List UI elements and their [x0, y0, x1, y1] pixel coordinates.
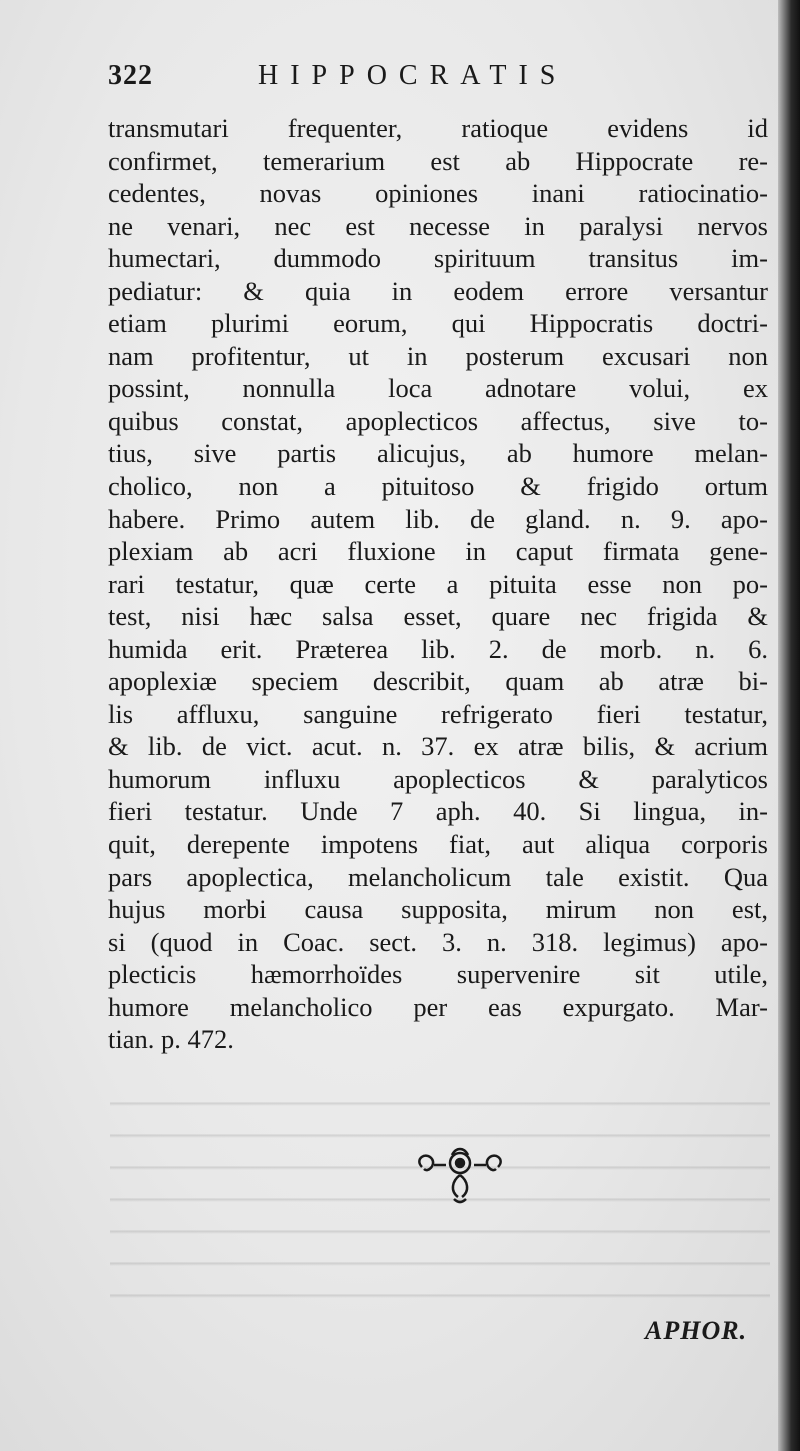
text-line: humida erit. Præterea lib. 2. de morb. n. 6. — [108, 633, 768, 664]
text-line: rari testatur, quæ certe a pituita esse non po- — [108, 568, 768, 599]
page-gutter-shadow — [778, 0, 800, 1451]
catchword: APHOR. — [645, 1316, 748, 1345]
text-line: cedentes, novas opiniones inani ratiocinatio- — [108, 178, 768, 209]
text-line: plexiam ab acri fluxione in caput firmata gene- — [108, 536, 768, 567]
text-line: apoplexiæ speciem describit, quam ab atræ bi- — [108, 666, 768, 697]
text-line: pars apoplectica, melancholicum tale existit. Qua — [108, 861, 768, 892]
running-head: HIPPOCRATIS — [258, 60, 568, 91]
text-line: lis affluxu, sanguine refrigerato fieri testatur, — [108, 698, 768, 729]
text-line: possint, nonnulla loca adnotare volui, ex — [108, 373, 768, 404]
page-header — [108, 60, 668, 100]
text-line: fieri testatur. Unde 7 aph. 40. Si lingua, in- — [108, 796, 768, 827]
text-line: humectari, dummodo spirituum transitus im- — [108, 243, 768, 274]
page-number: 322 — [108, 60, 153, 91]
text-line: & lib. de vict. acut. n. 37. ex atræ bilis, & acrium — [108, 731, 768, 762]
text-line: habere. Primo autem lib. de gland. n. 9. apo- — [108, 503, 768, 534]
text-line: nam profitentur, ut in posterum excusari non — [108, 340, 768, 371]
text-line: plecticis hæmorrhoïdes supervenire sit utile, — [108, 959, 768, 990]
text-line: cholico, non a pituitoso & frigido ortum — [108, 471, 768, 502]
text-line: hujus morbi causa supposita, mirum non est, — [108, 894, 768, 925]
body-text — [108, 112, 768, 1056]
text-line: tian. p. 472. — [108, 1024, 234, 1055]
text-line: tius, sive partis alicujus, ab humore melan- — [108, 438, 768, 469]
text-line: quit, derepente impotens fiat, aut aliqua corporis — [108, 829, 768, 860]
text-line: test, nisi hæc salsa esset, quare nec frigida & — [108, 601, 768, 632]
text-line: etiam plurimi eorum, qui Hippocratis doctri- — [108, 308, 768, 339]
text-line: quibus constat, apoplecticos affectus, sive to- — [108, 405, 768, 436]
text-line: si (quod in Coac. sect. 3. n. 318. legimus) apo- — [108, 926, 768, 957]
text-line: pediatur: & quia in eodem errore versantur — [108, 275, 768, 306]
printers-ornament-icon — [412, 1145, 508, 1205]
text-line: transmutari frequenter, ratioque evidens id — [108, 113, 768, 143]
text-line: confirmet, temerarium est ab Hippocrate re- — [108, 145, 768, 176]
text-line: ne venari, nec est necesse in paralysi nervos — [108, 210, 768, 241]
text-line: humore melancholico per eas expurgato. Mar- — [108, 991, 768, 1022]
text-line: humorum influxu apoplecticos & paralyticos — [108, 763, 768, 794]
